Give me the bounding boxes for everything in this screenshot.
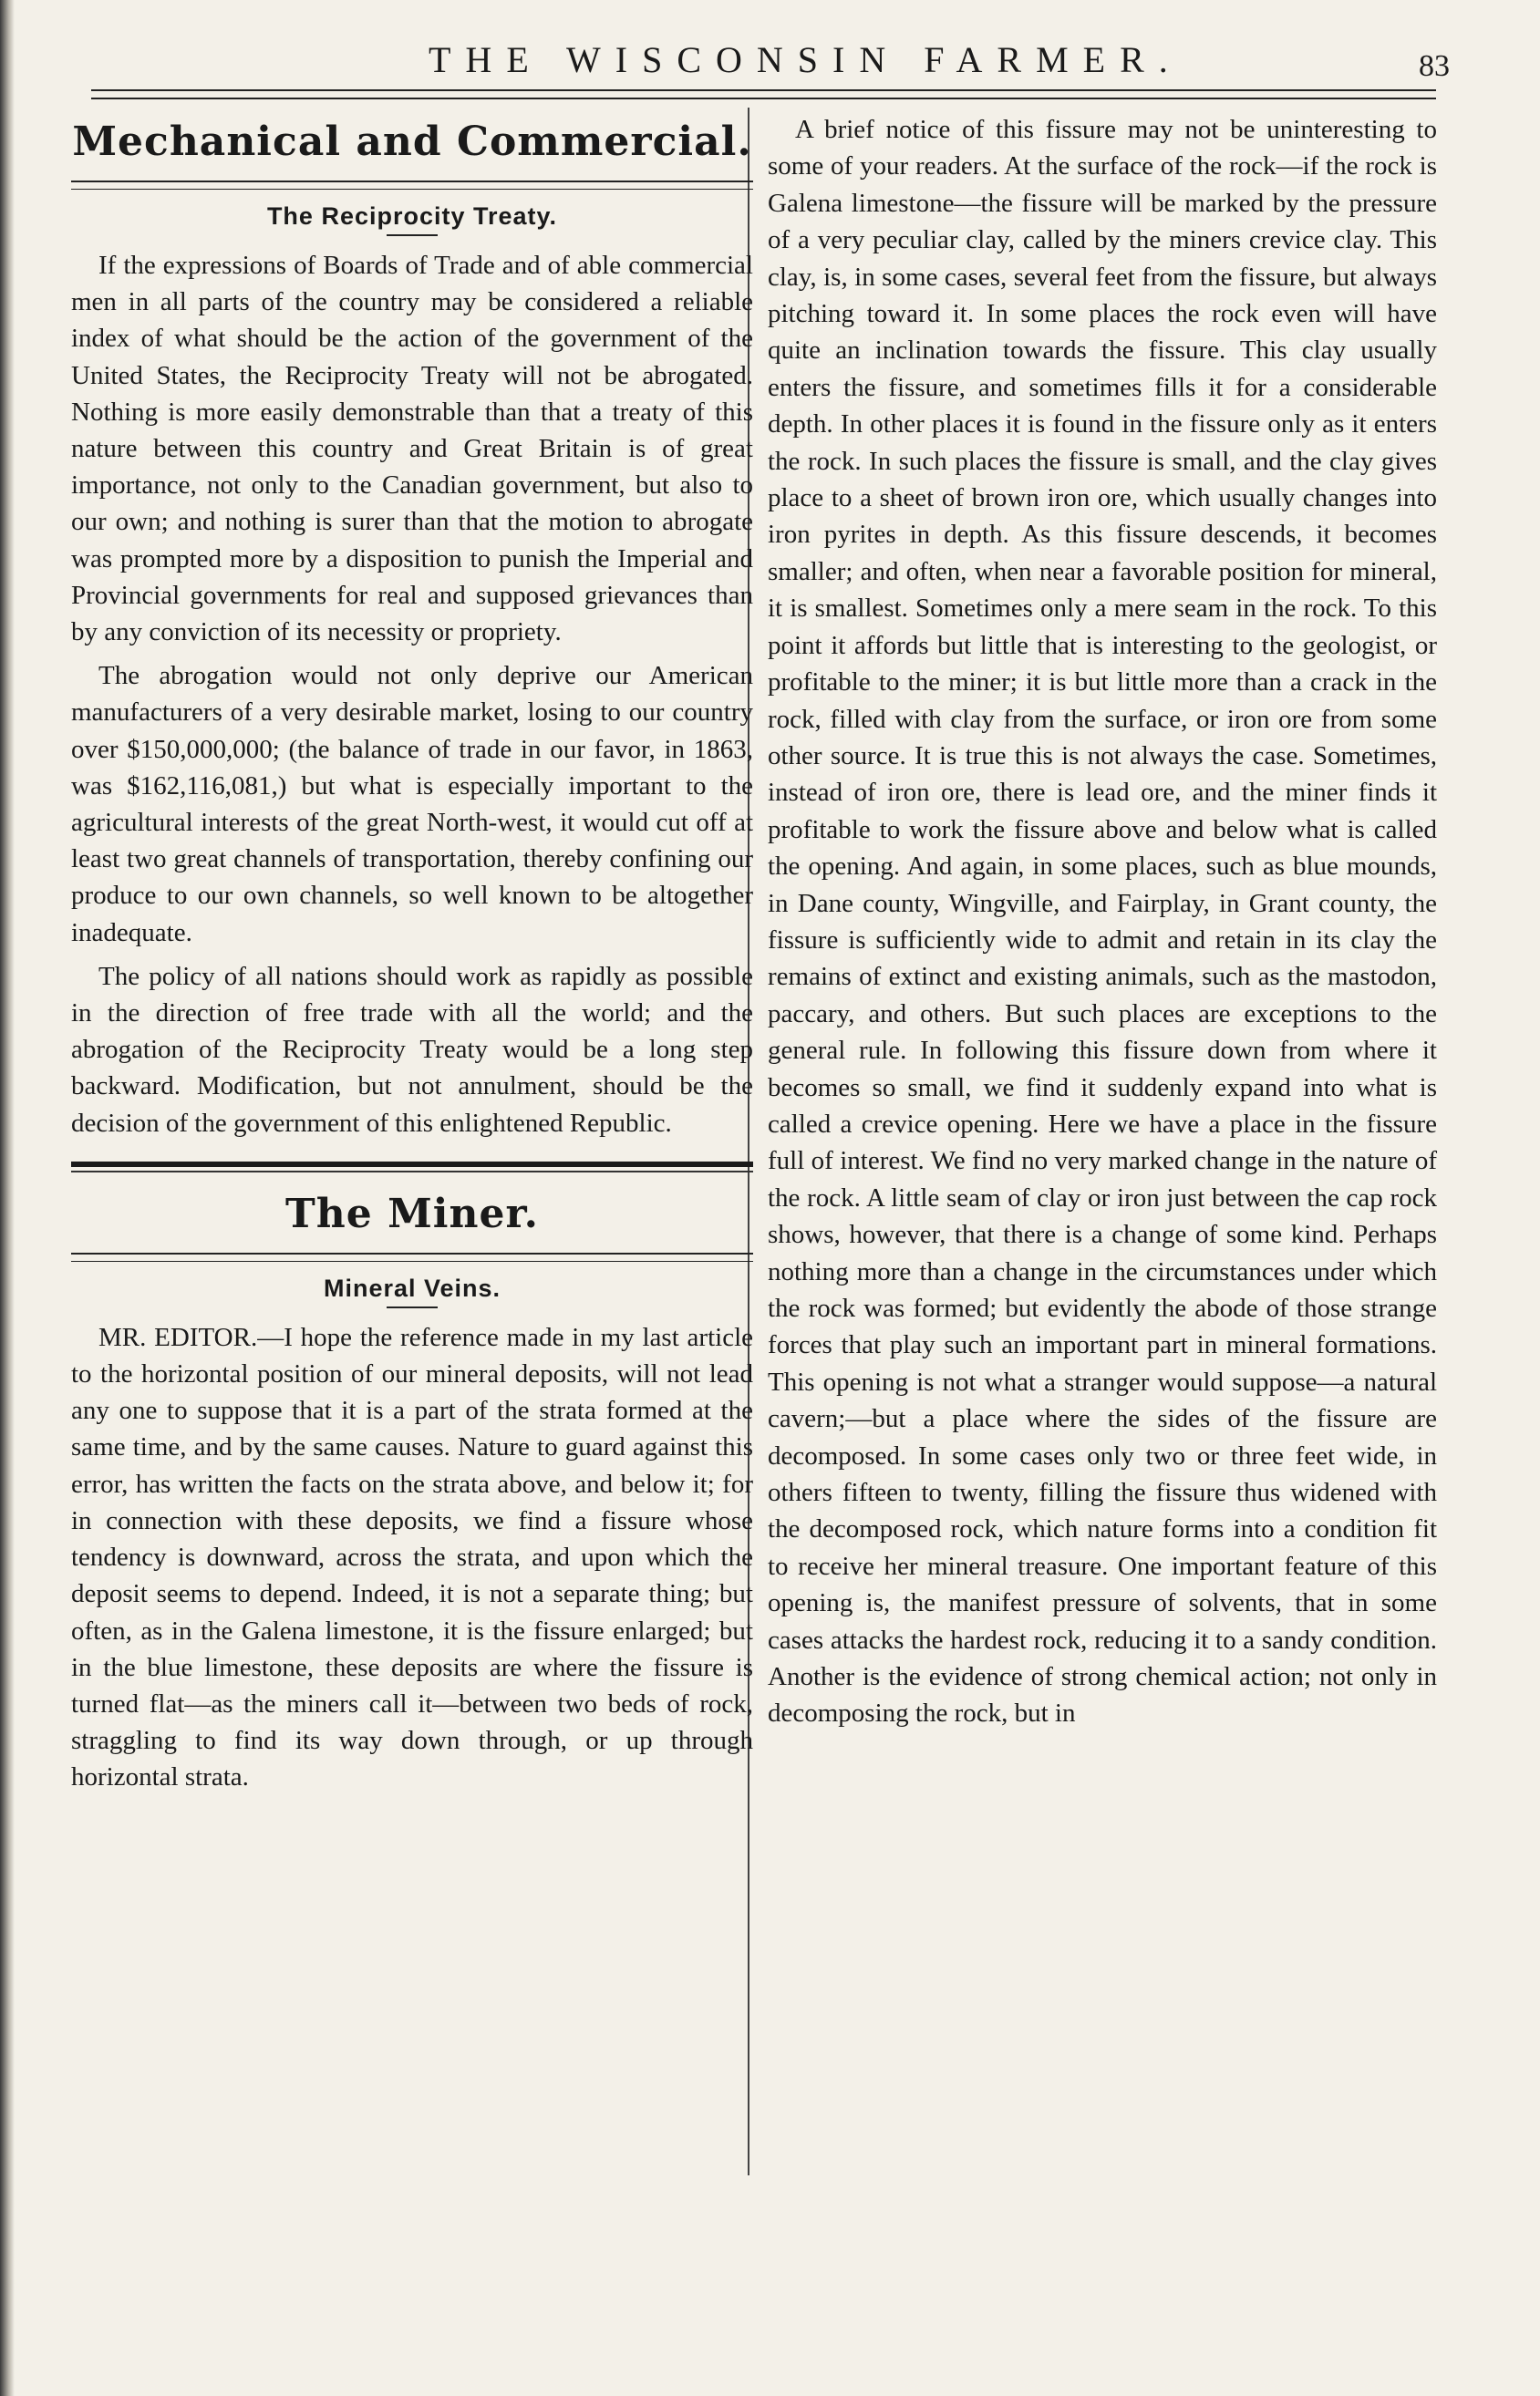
section-divider-thin bbox=[71, 1171, 753, 1172]
page-header bbox=[91, 38, 1450, 84]
paragraph: The policy of all nations should work as rapidly as possible in the direction of free trade with all the world; and the abrogation of the Reciprocity Treaty would be a long step backward. Modification, but not annulment, should be the decision of the government of this enlightened Republic. bbox=[71, 961, 753, 1138]
section-rule bbox=[71, 1253, 753, 1262]
page-edge-shadow bbox=[0, 0, 15, 2396]
paragraph: If the expressions of Boards of Trade and of able commercial men in all parts of the country may be considered a reliable index of what should be the action of the government of the United States, the Reciprocity Treaty will not be abrogated. Nothing is more easily demonstrable than that a treaty of this nature between this country and Great Britain is of great importance, not only to the Canadian government, but also to our own; and nothing is surer than that the motion to abrogate was prompted more by a disposition to punish the Imperial and Provincial governments for real and supposed grievances than by any conviction of its necessity or propriety. bbox=[71, 251, 753, 647]
section-title-miner: The Miner. bbox=[285, 1190, 539, 1237]
paragraph: The abrogation would not only deprive our American manufacturers of a very desirable market, losing to our country over $150,000,000; (the balance of trade in our favor, in 1863, was $162,116,081,) but what is especially important to the agricultural interests of the great North-west, it would cut off at least two great channels of transportation, thereby confining our produce to our own channels, so well known to be altogether inadequate. bbox=[71, 661, 753, 947]
right-column bbox=[768, 111, 1437, 1732]
article-title-reciprocity: The Reciprocity Treaty. bbox=[266, 202, 558, 230]
section-rule bbox=[71, 181, 753, 190]
page-number: 83 bbox=[1419, 49, 1450, 83]
article-title-mineral-veins: Mineral Veins. bbox=[323, 1274, 501, 1302]
section-title-mechanical: Mechanical and Commercial. bbox=[72, 119, 752, 165]
article-body-reciprocity bbox=[71, 247, 753, 1141]
section-divider-heavy bbox=[71, 1162, 753, 1167]
paragraph: MR. EDITOR.—I hope the reference made in my last article to the horizontal position of our mineral deposits, will not lead any one to suppose that it is a part of the strata formed at the same time, and by the same causes. Nature to guard against this error, has written the facts on the strata above, and below it; for in connection with these deposits, we find a fissure whose tendency is downward, across the strata, and upon which the deposit seems to depend. Indeed, it is not a separate thing; but often, as in the Galena limestone, it is the fissure enlarged; but in the blue limestone, these deposits are where the fissure is turned flat—as the miners call it—between two beds of rock, straggling to find its way down through, or up through horizontal strata. bbox=[71, 1322, 753, 1792]
header-rule bbox=[91, 89, 1436, 99]
left-column bbox=[71, 111, 753, 1796]
paragraph: A brief notice of this fissure may not be uninteresting to some of your readers. At the surface of the rock—if the rock is Galena limestone—the fissure will be marked by the pressure of a very peculiar clay, called by the miners crevice clay. This clay, is, in some cases, several feet from the fissure, but always pitching toward it. In some places the rock even will have quite an inclination towards the fissure. This clay usually enters the fissure, and sometimes fills it for a considerable depth. In other places it is found in the fissure only as it enters the rock. In such places the fissure is small, and the clay gives place to a sheet of brown iron ore, which usually changes into iron pyrites in depth. As this fissure descends, it becomes smaller; and often, when near a favorable position for mineral, it is smallest. Sometimes only a mere seam in the rock. To this point it affords but little that is interesting to the geologist, or profitable to the miner; it is but little more than a crack in the rock, filled with clay from the surface, or iron ore from some other source. It is true this is not always the case. Sometimes, instead of iron ore, there is lead ore, and the miner finds it profitable to work the fissure above and below what is called the opening. And again, in some places, such as blue mounds, in Dane county, Wingville, and Fairplay, in Grant county, the fissure is sufficiently wide to admit and retain in its clay the remains of extinct and existing animals, such as the mastodon, paccary, and others. But such places are exceptions to the general rule. In following this fissure down from where it becomes so small, we find it suddenly expand into what is called a crevice opening. Here we have a place in the fissure full of interest. We find no very marked change in the nature of the rock. A little seam of clay or iron just between the cap rock shows, however, that there is a change of some kind. Perhaps nothing more than a change in the circumstances under which the rock was formed; but evidently the abode of those strange forces that play such an important part in mineral formations. This opening is not what a stranger would suppose—a natural cavern;—but a place where the sides of the fissure are decomposed. In some cases only two or three feet wide, in others fifteen to twenty, filling the fissure thus widened with the decomposed rock, which nature forms into a condition fit to receive her mineral treasure. One important feature of this opening is, the manifest pressure of solvents, that in some cases attacks the hardest rock, reducing it to a sandy condition. Another is the evidence of strong chemical action; not only in decomposing the rock, but in bbox=[768, 115, 1437, 1729]
article-body-mineral-veins-left bbox=[71, 1319, 753, 1796]
title-rule bbox=[387, 1306, 438, 1308]
running-title: THE WISCONSIN FARMER. bbox=[429, 39, 1183, 80]
title-rule bbox=[387, 234, 438, 236]
